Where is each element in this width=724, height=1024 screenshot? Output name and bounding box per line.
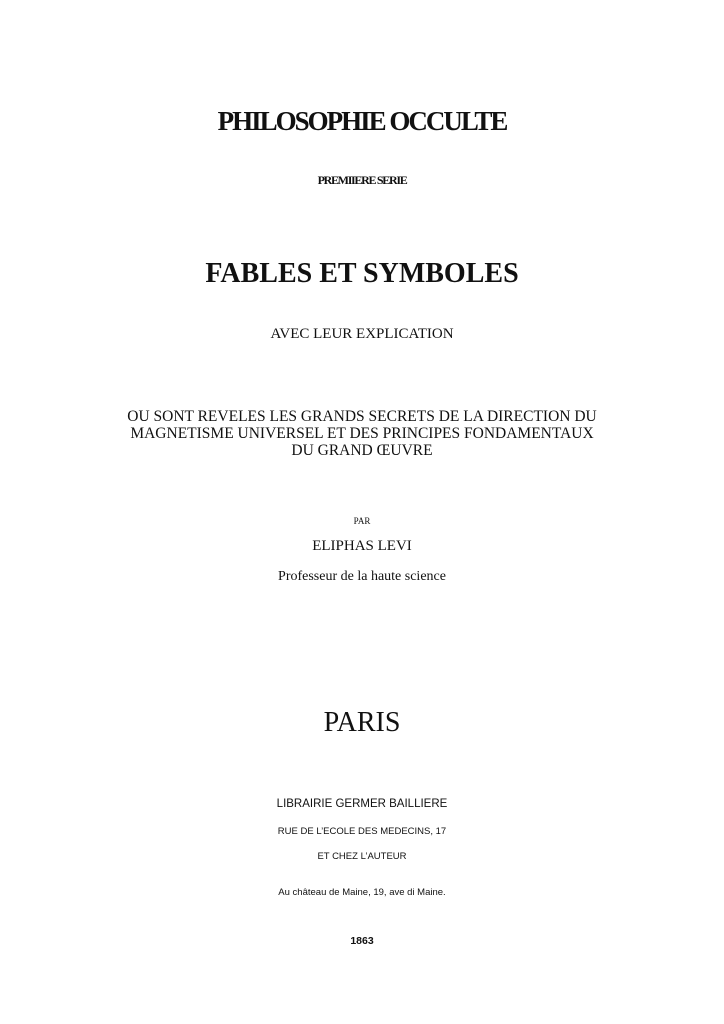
- author-name: ELIPHAS LEVI: [312, 538, 412, 554]
- description: [0, 408, 724, 459]
- description-line-2: MAGNETISME UNIVERSEL ET DES PRINCIPES FONDAMENTAUX: [130, 425, 594, 442]
- publisher-name: LIBRAIRIE GERMER BAILLIERE: [276, 798, 448, 810]
- author-location: Au château de Maine, 19, ave di Maine.: [278, 887, 446, 898]
- author-sales-note: ET CHEZ L’AUTEUR: [317, 851, 407, 862]
- publisher-address: RUE DE L’ECOLE DES MEDECINS, 17: [277, 826, 447, 837]
- description-line-3: DU GRAND ŒUVRE: [291, 442, 433, 459]
- description-line-1: OU SONT REVELES LES GRANDS SECRETS DE LA DIRECTION DU: [127, 408, 597, 425]
- series-label: PREMIIERE SERIE: [317, 173, 407, 187]
- main-title: PHILOSOPHIE OCCULTE: [217, 106, 507, 136]
- author-role: Professeur de la haute science: [278, 569, 446, 584]
- book-title: FABLES ET SYMBOLES: [205, 258, 519, 289]
- subtitle: AVEC LEUR EXPLICATION: [270, 326, 454, 342]
- publication-year: 1863: [350, 935, 374, 947]
- publication-city: PARIS: [323, 707, 401, 738]
- by-label: PAR: [353, 516, 371, 526]
